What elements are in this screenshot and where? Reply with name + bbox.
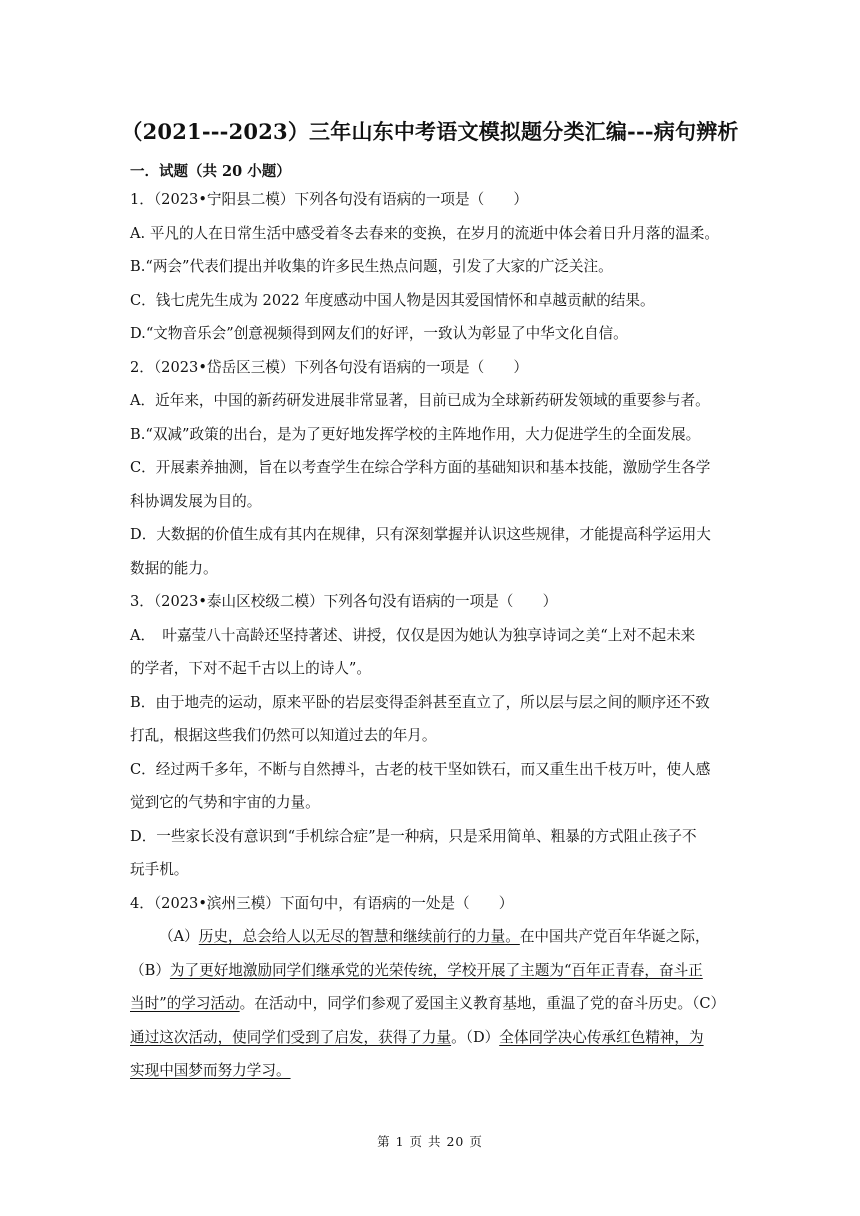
question-4-stem: 4．（2023•滨州三模）下面句中，有语病的一处是（ ） bbox=[130, 894, 514, 912]
page-title: （2021---2023）三年山东中考语文模拟题分类汇编---病句辨析 bbox=[121, 119, 739, 144]
question-1-option-a: A. 平凡的人在日常生活中感受着冬去春来的变换，在岁月的流逝中体会着日升月落的温柔。 bbox=[130, 224, 719, 242]
question-2-option-c-line1: C．开展素养抽测，旨在以考查学生在综合学科方面的基础知识和基本技能，激励学生各学 bbox=[130, 459, 711, 476]
question-1-option-b: B.“两会”代表们提出并收集的许多民生热点问题，引发了大家的广泛关注。 bbox=[130, 258, 613, 275]
passage-text: 。在活动中，同学们参观了爱国主义教育基地，重温了党的奋斗历史。（C） bbox=[239, 995, 726, 1012]
passage-marker-a: （A） bbox=[159, 928, 199, 945]
question-3-option-a-line2: 的学者，下对不起千古以上的诗人”。 bbox=[130, 660, 371, 677]
question-2-option-c-line2: 科协调发展为目的。 bbox=[130, 492, 262, 510]
passage-segment-b-cont: 当时”的学习活动 bbox=[130, 995, 240, 1012]
question-2-option-d-line1: D．大数据的价值生成有其内在规律，只有深刻掌握并认识这些规律，才能提高科学运用大 bbox=[130, 526, 711, 543]
question-3-option-c-line1: C．经过两千多年，不断与自然搏斗，古老的枝干坚如铁石，而又重生出千枝万叶，使人感 bbox=[130, 760, 711, 778]
question-1-stem: 1．（2023•宁阳县二模）下列各句没有语病的一项是（ ） bbox=[130, 191, 528, 208]
passage-marker-b: （B） bbox=[130, 961, 170, 979]
passage-segment-b: 为了更好地激励同学们继承党的光荣传统，学校开展了主题为“百年正青春，奋斗正 bbox=[169, 961, 703, 979]
question-2-option-a: A．近年来，中国的新药研发进展非常显著，目前已成为全球新药研发领域的重要参与者。 bbox=[130, 392, 710, 409]
question-3-option-d-line1: D．一些家长没有意识到“手机综合症”是一种病，只是采用简单、粗暴的方式阻止孩子不 bbox=[130, 827, 697, 845]
passage-segment-c: 通过这次活动，使同学们受到了启发，获得了力量 bbox=[130, 1028, 452, 1046]
question-1-option-d: D.“文物音乐会”创意视频得到网友们的好评，一致认为彰显了中华文化自信。 bbox=[130, 325, 628, 342]
question-3-option-d-line2: 玩手机。 bbox=[130, 861, 189, 878]
question-3-option-a-line1: A． 叶嘉莹八十高龄还坚持著述、讲授，仅仅是因为她认为独享诗词之美“上对不起未来 bbox=[130, 626, 696, 644]
question-4-passage-line1 bbox=[130, 920, 730, 954]
question-3-option-c-line2: 觉到它的气势和宇宙的力量。 bbox=[130, 794, 320, 811]
page-footer: 第 1 页 共 20 页 bbox=[377, 1134, 483, 1149]
question-1-option-c: C．钱七虎先生成为 2022 年度感动中国人物是因其爱国情怀和卓越贡献的结果。 bbox=[130, 291, 655, 309]
question-2-stem: 2．（2023•岱岳区三模）下列各句没有语病的一项是（ ） bbox=[130, 358, 528, 376]
question-2-option-d-line2: 数据的能力。 bbox=[130, 559, 218, 577]
question-3-option-b-line2: 打乱，根据这些我们仍然可以知道过去的年月。 bbox=[130, 727, 437, 744]
question-4-passage-line2 bbox=[130, 954, 730, 988]
question-list bbox=[130, 183, 730, 1088]
passage-segment-d-cont: 实现中国梦而努力学习。 bbox=[130, 1062, 291, 1079]
question-4-passage-line4 bbox=[130, 1021, 730, 1055]
passage-marker-d: 。（D） bbox=[451, 1028, 500, 1046]
question-3-stem: 3．（2023•泰山区校级二模）下列各句没有语病的一项是（ ） bbox=[130, 593, 558, 610]
passage-text: 在中国共产党百年华诞之际， bbox=[519, 928, 710, 945]
question-2-option-b: B.“双减”政策的出台，是为了更好地发挥学校的主阵地作用，大力促进学生的全面发展。 bbox=[130, 425, 701, 443]
passage-segment-a: 历史，总会给人以无尽的智慧和继续前行的力量。 bbox=[198, 928, 520, 945]
question-4-passage-line5 bbox=[130, 1054, 730, 1088]
section-heading: 一．试题（共 20 小题） bbox=[130, 163, 291, 180]
question-4-passage-line3 bbox=[130, 987, 730, 1021]
passage-segment-d: 全体同学决心传承红色精神，为 bbox=[499, 1028, 704, 1046]
question-3-option-b-line1: B．由于地壳的运动，原来平卧的岩层变得歪斜甚至直立了，所以层与层之间的顺序还不致 bbox=[130, 693, 710, 711]
